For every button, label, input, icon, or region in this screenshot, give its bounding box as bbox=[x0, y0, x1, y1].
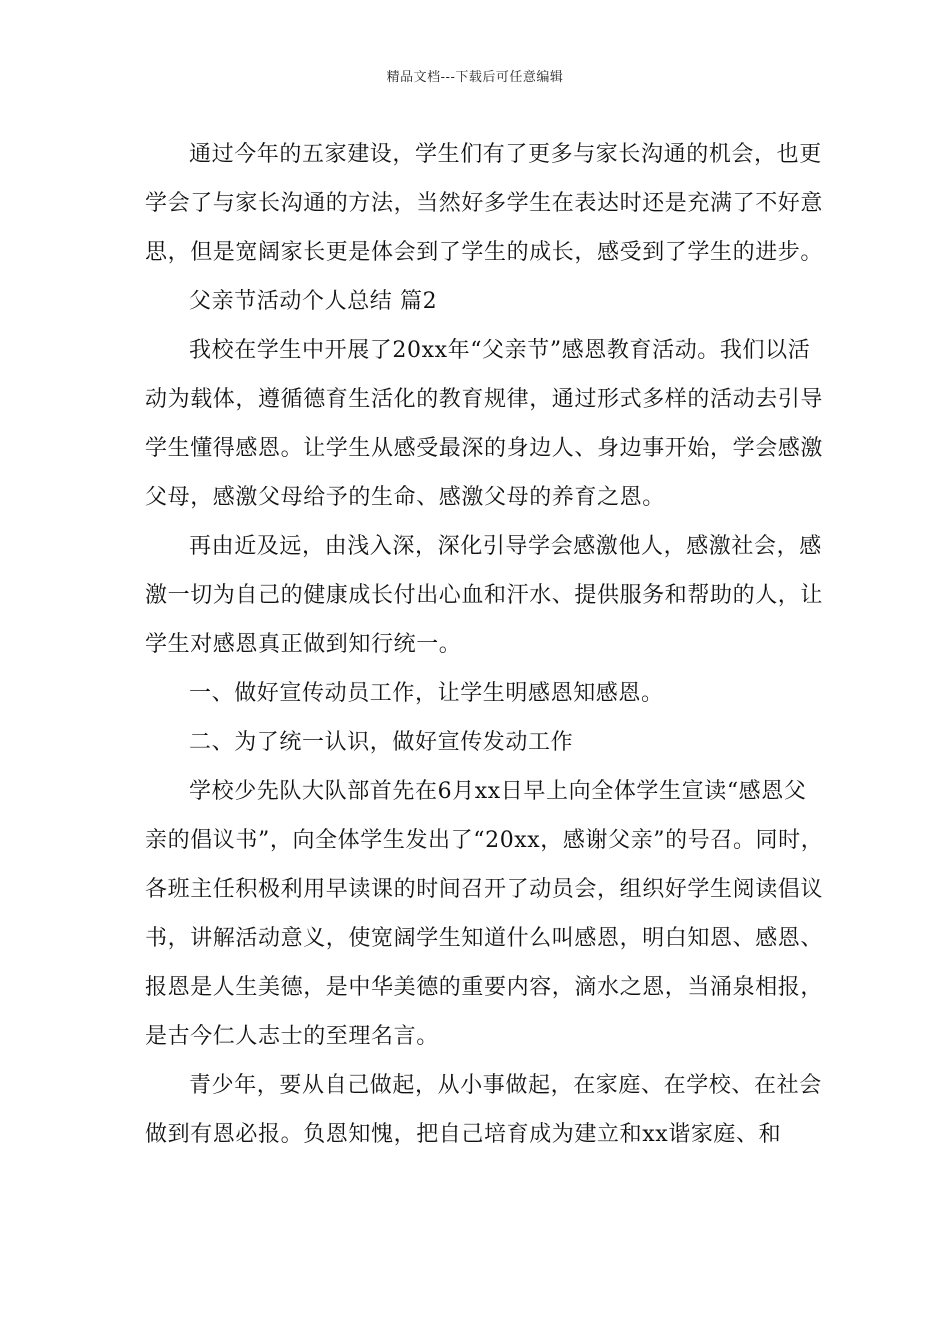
paragraph: 二、为了统一认识，做好宣传发动工作 bbox=[189, 730, 574, 755]
section-heading: 父亲节活动个人总结 篇2 bbox=[189, 289, 438, 314]
paragraph: 学校少先队大队部首先在6月xx日早上向全体学生宣读“感恩父亲的倡议书”，向全体学生发出了“20xx，感谢父亲”的号召。同时，各班主任积极利用早读课的时间召开了动员会，组织好学生阅读倡议书，讲解活动意义，使宽阔学生知道什么叫感恩，明白知恩、感恩、报恩是人生美德，是中华美德的重要内容，滴水之恩，当涌泉相报，是古今仁人志士的至理名言。 bbox=[145, 779, 824, 1049]
paragraph: 青少年，要从自己做起，从小事做起，在家庭、在学校、在社会做到有恩必报。负恩知愧，把自己培育成为建立和xx谐家庭、和 bbox=[145, 1073, 822, 1147]
page-header: 精品文档---下载后可任意编辑 bbox=[386, 70, 564, 85]
paragraph: 一、做好宣传动员工作，让学生明感恩知感恩。 bbox=[189, 681, 664, 706]
paragraph: 再由近及远，由浅入深，深化引导学会感激他人，感激社会，感激一切为自己的健康成长付出心血和汗水、提供服务和帮助的人，让学生对感恩真正做到知行统一。 bbox=[145, 534, 824, 657]
paragraph: 通过今年的五家建设，学生们有了更多与家长沟通的机会，也更学会了与家长沟通的方法，当然好多学生在表达时还是充满了不好意思，但是宽阔家长更是体会到了学生的成长，感受到了学生的进步。 bbox=[145, 142, 824, 265]
document-body bbox=[145, 130, 825, 1159]
paragraph: 我校在学生中开展了20xx年“父亲节”感恩教育活动。我们以活动为载体，遵循德育生活化的教育规律，通过形式多样的活动去引导学生懂得感恩。让学生从感受最深的身边人、身边事开始，学会感激父母，感激父母给予的生命、感激父母的养育之恩。 bbox=[145, 338, 824, 510]
